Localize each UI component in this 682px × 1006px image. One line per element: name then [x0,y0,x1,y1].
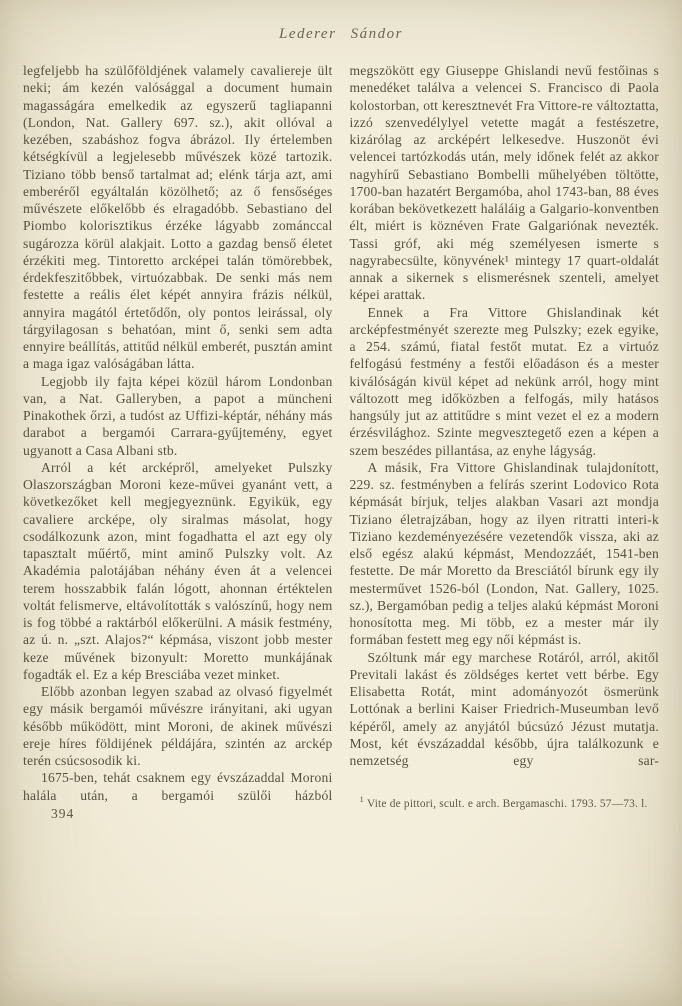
paragraph: Ennek a Fra Vittore Ghislandinak két arcképfestményét szerezte meg Pulszky; ezek egyike, a 254. számú, fiatal festőt mutat. Ez a virtuóz felfogású festmény a festői előadáson és a mester kiválóságán kivül képet ad nekünk arról, hogy mint változott meg időközben a felfogás, mily hatásos hangsúly jut az attitűdre s mint vezet el ez a modern érzésvilághoz. Szinte megvesztegető ezen a képen a szem beszédes pillantása, az enyhe lágyság. [349,304,659,458]
text-columns [0,46,682,822]
paragraph: Arról a két arcképről, amelyeket Pulszky Olaszországban Moroni keze-művei gyanánt vett, a következőket kell megjegyeznünk. Egyikük, egy cavaliere arcképe, oly siralmas másolat, hogy csodálkozunk azon, mint fogadhatta el azt egy oly tapasztalt műértő, mint aminő Pulszky volt. Az Akadémia palotájában néhány éven át a velencei terem hosszabbik falán lógott, ahonnan értéktelen voltát felismerve, eltávolították s valószínű, hogy nem is fog többé a raktárból előkerülni. A másik festmény, az ú. n. „szt. Alajos?“ képmása, viszont jobb mester keze művének bizonyult: Moretto munkájának fogadták el. Ez a kép Bresciába vezet minket. [23,459,333,682]
paragraph: Előbb azonban legyen szabad az olvasó figyelmét egy másik bergamói művészre irányitani, aki ugyan később működött, mint Moroni, de akinek művészi ereje híres földijének példájára, szintén az arckép terén csúcsosodik ki. [23,684,333,768]
paragraph: legfeljebb ha szülőföldjének valamely cavaliereje ült neki; ám kezén valósággal a document humain magasságára emelkedik az egyszerű tagliapanni (London, Nat. Gallery 697. sz.), akit ollóval a kezében, szabáshoz fogva ábrázol. Ily értelemben kétségkívül a legjelesebb művészek közé tartozik. Tiziano több benső tartalmat ad; elénk tárja azt, ami emberéről egyáltalán közölhető; az ő fensőséges művészete előkelőbb és elragadóbb. Sebastiano del Piombo kolorisztikus érzéke lágyabb zománccal sugározza körül alakjait. Lotto a gazdag benső életet érzékiti meg. Tintoretto arcképei talán tömörebbek, érdekfeszitőbbek, virtuózabbak. De senki más nem festette a reális élet képét annyira frázis nélkül, annyira magától értetődőn, oly pontos leirással, oly tárgyilagosan s behatóan, mint ő, senki sem adta ennyire beállítás, attitűd nélkül emberét, pusztán amint a maga igaz valóságában látta. [23,63,333,372]
paragraph: Legjobb ily fajta képei közül három Londonban van, a Nat. Galleryben, a papot a müncheni Pinakothek őrzi, a tudóst az Uffizi-képtár, néhány más darabot a bergamói Carrara-gyűjtemény, egyet ugyanott a Casa Albani stb. [23,373,333,458]
right-column-paragraphs [350,62,660,769]
paragraph: Szóltunk már egy marchese Rotáról, arról, akitől Previtali lakást és zöldséges kertet vett bérbe. Egy Elisabetta Rotát, mint adományozót ösmerünk Lottónak a berlini Kaiser Friedrich-Museumban levő képéről, amely az anyjától búcsúzó Jézust mutatja. Most, két évszázaddal később, újra találkozunk e nemzetség egy sar- [349,649,659,768]
right-column [350,62,660,822]
paragraph: megszökött egy Giuseppe Ghislandi nevű festőinas s menedéket találva a velencei S. Francisco di Paola kolostorban, ott keresztnevét Fra Vittore-re változtatta, izzó szenvedélylyel vetette magát a festészetre, kizárólag az arcképért lelkesedve. Huszonöt évi velencei tartózkodás után, mely időnek felét az akkor nagyhírű Sebastiano Bombelli műhelyében töltötte, 1700-ban hazatért Bergamóba, ahol 1743-ban, 88 éves korában bekövetkezett haláláig a Galgario-konventben élt, miért is köznéven Frate Galgariónak nevezték. Tassi gróf, aki még személyesen ismerte s nagyrabecsülte, könyvének¹ mintegy 17 quart-oldalát annak a sikernek s elismerésnek szenteli, amelyet képei arattak. [349,63,659,303]
footnote-text: Vite de pittori, scult. e arch. Bergamaschi. 1793. 57—73. l. [366,798,648,811]
page-number: 394 [51,805,75,821]
left-column [23,62,333,822]
running-header: Lederer Sándor [278,26,404,42]
footnote [350,794,660,813]
footnote-marker: 1 [359,794,364,805]
paragraph: A másik, Fra Vittore Ghislandinak tulajdonított, 229. sz. festményben a felírás szerint Lodovico Rota képmását bírjuk, teljes alakban Vasari azt mondja Tiziano életrajzában, hogy az ilyen ritratti interi-k Tiziano kezdeményezésére vezetendők vissza, aki az első egész alakú képmást, Mendozzáét, 1541-ben festette. De már Moretto da Bresciától bírunk egy ily mesterművet 1526-ból (London, Nat. Gallery, 1025. sz.), Bergamóban pedig a teljes alakú képmást Moroni honosította meg. Mi több, ez a mester már ily formában festett meg egy női képmást is. [349,459,659,648]
left-column-paragraphs [23,62,333,804]
paragraph: 1675-ben, tehát csaknem egy évszázaddal Moroni halála után, a bergamói szülői házból [23,770,333,803]
